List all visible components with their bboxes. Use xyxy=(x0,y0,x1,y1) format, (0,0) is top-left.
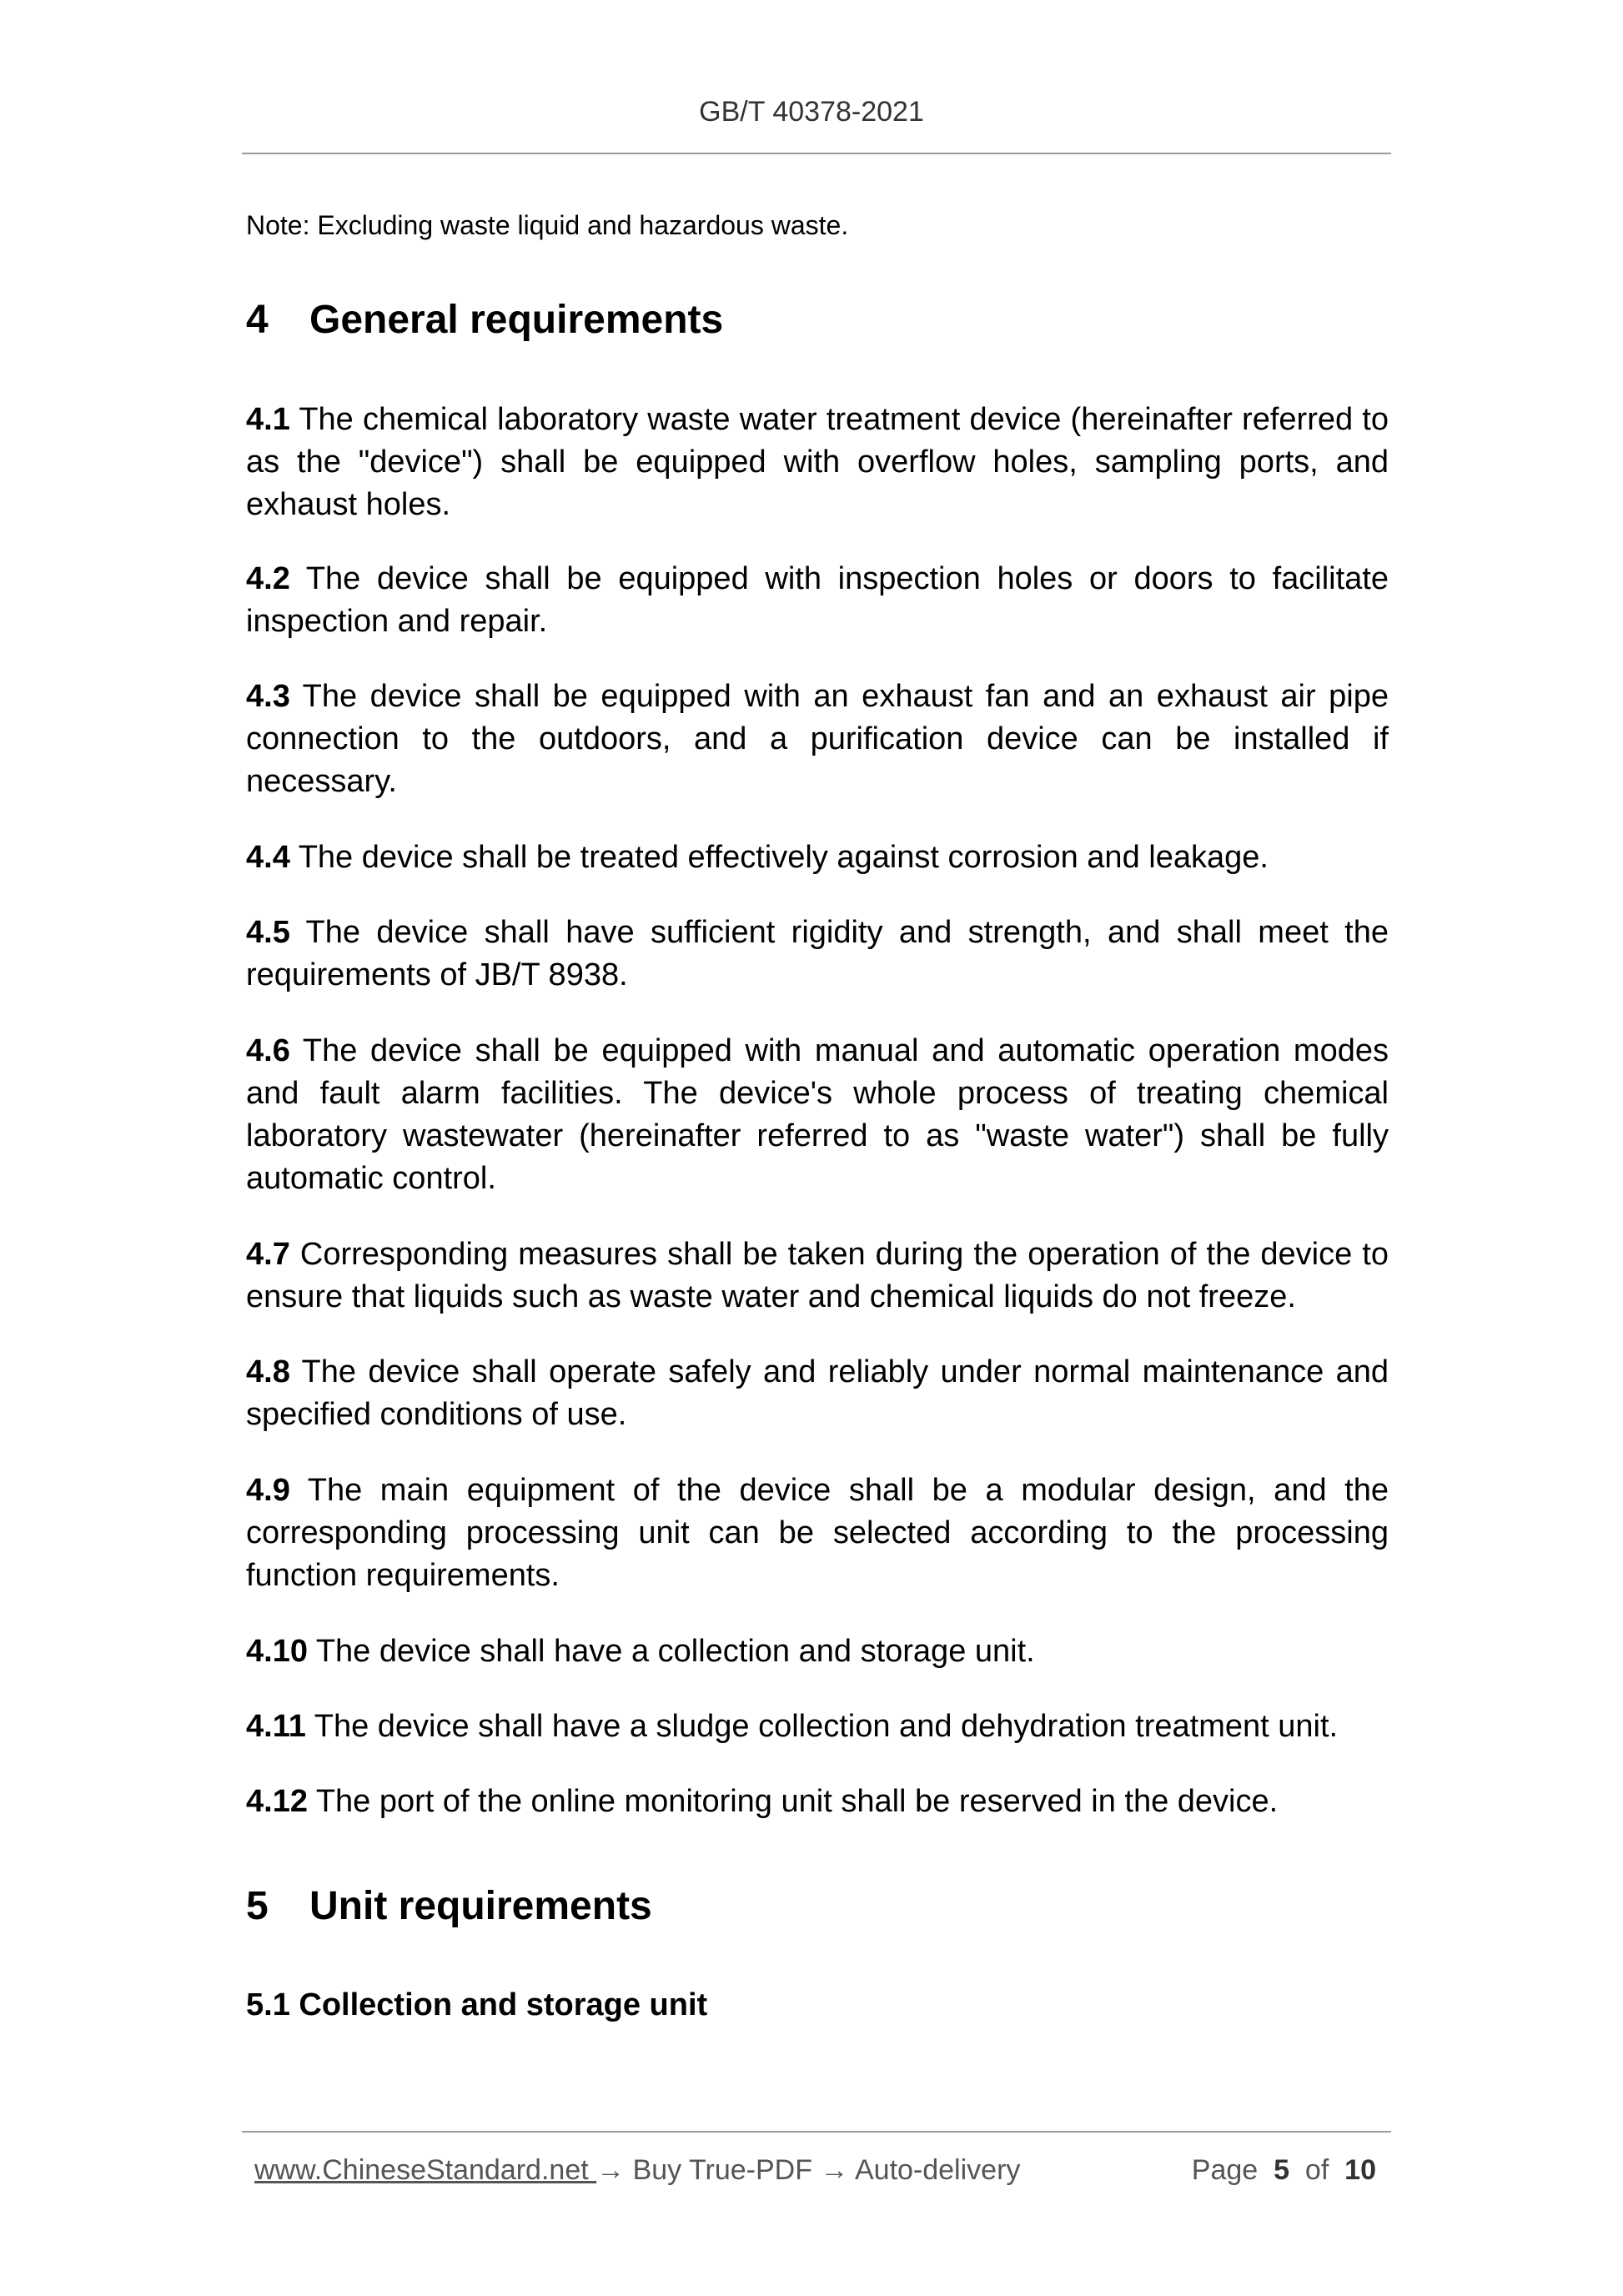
clause-4-6 xyxy=(246,1030,1389,1200)
clause-4-7 xyxy=(246,1233,1389,1319)
clause-4-4 xyxy=(246,837,1389,879)
page-total: 10 xyxy=(1344,2154,1376,2186)
page-current: 5 xyxy=(1274,2154,1289,2186)
header-divider xyxy=(242,153,1391,154)
clause-text: The main equipment of the device shall be a modular design, and the corresponding processing unit can be selected according to the processing function requirements. xyxy=(246,1473,1389,1593)
buy-true-pdf-text: Buy True-PDF xyxy=(625,2154,821,2186)
section-5-number: 5 xyxy=(246,1884,269,1928)
clause-number: 4.1 xyxy=(246,402,290,437)
clause-4-3 xyxy=(246,676,1389,803)
clause-number: 4.11 xyxy=(246,1709,306,1744)
arrow-right-icon: → xyxy=(596,2154,626,2186)
clause-text: The device shall have a sludge collection and dehydration treatment unit. xyxy=(305,1709,1339,1744)
arrow-right-icon: → xyxy=(820,2154,849,2186)
note-text: Note: Excluding waste liquid and hazardous waste. xyxy=(246,210,849,240)
clause-text: The device shall be equipped with an exhaust fan and an exhaust air pipe connection to the outdoors, and a purification device can be installed if necessary. xyxy=(246,679,1389,799)
clause-number: 4.7 xyxy=(246,1237,290,1272)
auto-delivery-text: Auto-delivery xyxy=(848,2154,1021,2186)
clause-text: The device shall be treated effectively against corrosion and leakage. xyxy=(289,840,1269,875)
clause-text: The device shall be equipped with inspection holes or doors to facilitate inspection and repair. xyxy=(246,561,1389,639)
website-link[interactable]: www.ChineseStandard.net xyxy=(254,2154,597,2186)
clause-text: The device shall be equipped with manual and automatic operation modes and fault alarm facilities. The device's whole process of treating chemical laboratory wastewater (hereinafter referred to as "waste water") shall be fully automatic control. xyxy=(246,1033,1389,1196)
clause-number: 4.3 xyxy=(246,679,290,714)
clause-4-1 xyxy=(246,399,1389,526)
section-4-title: General requirements xyxy=(309,298,724,342)
subsection-5-1-heading: 5.1 Collection and storage unit xyxy=(246,1987,708,2022)
clause-text: The device shall have a collection and storage unit. xyxy=(307,1634,1035,1669)
clause-4-11 xyxy=(246,1706,1389,1748)
clause-number: 4.4 xyxy=(246,840,290,875)
section-4-number: 4 xyxy=(246,298,269,342)
page-of-label: of xyxy=(1304,2154,1329,2186)
clause-number: 4.8 xyxy=(246,1354,290,1389)
page-label: Page xyxy=(1191,2154,1259,2186)
clause-4-2 xyxy=(246,558,1389,643)
clause-4-8 xyxy=(246,1351,1389,1436)
clause-4-10 xyxy=(246,1630,1389,1673)
document-header-title: GB/T 40378-2021 xyxy=(699,96,924,128)
clause-4-5 xyxy=(246,912,1389,997)
clause-number: 4.6 xyxy=(246,1033,290,1068)
section-5-heading xyxy=(246,1883,652,1929)
clause-text: The device shall operate safely and reliably under normal maintenance and specified conditions of use. xyxy=(246,1354,1389,1432)
page-footer xyxy=(254,2154,1376,2187)
clause-number: 4.12 xyxy=(246,1784,308,1819)
clause-number: 4.9 xyxy=(246,1473,290,1508)
footer-divider xyxy=(242,2131,1391,2133)
clause-number: 4.10 xyxy=(246,1634,308,1669)
clause-text: The chemical laboratory waste water treatment device (hereinafter referred to as the "device") shall be equipped with overflow holes, sampling ports, and exhaust holes. xyxy=(246,402,1389,522)
page-indicator xyxy=(1192,2154,1376,2187)
clause-text: The device shall have sufficient rigidity and strength, and shall meet the requirements of JB/T 8938. xyxy=(246,915,1389,992)
section-4-heading xyxy=(246,297,723,343)
clause-text: Corresponding measures shall be taken during the operation of the device to ensure that liquids such as waste water and chemical liquids do not freeze. xyxy=(246,1237,1389,1314)
clause-number: 4.2 xyxy=(246,561,290,596)
clause-4-12 xyxy=(246,1781,1389,1823)
section-5-title: Unit requirements xyxy=(309,1884,652,1928)
clause-4-9 xyxy=(246,1470,1389,1597)
clause-number: 4.5 xyxy=(246,915,290,950)
clause-text: The port of the online monitoring unit shall be reserved in the device. xyxy=(307,1784,1279,1819)
